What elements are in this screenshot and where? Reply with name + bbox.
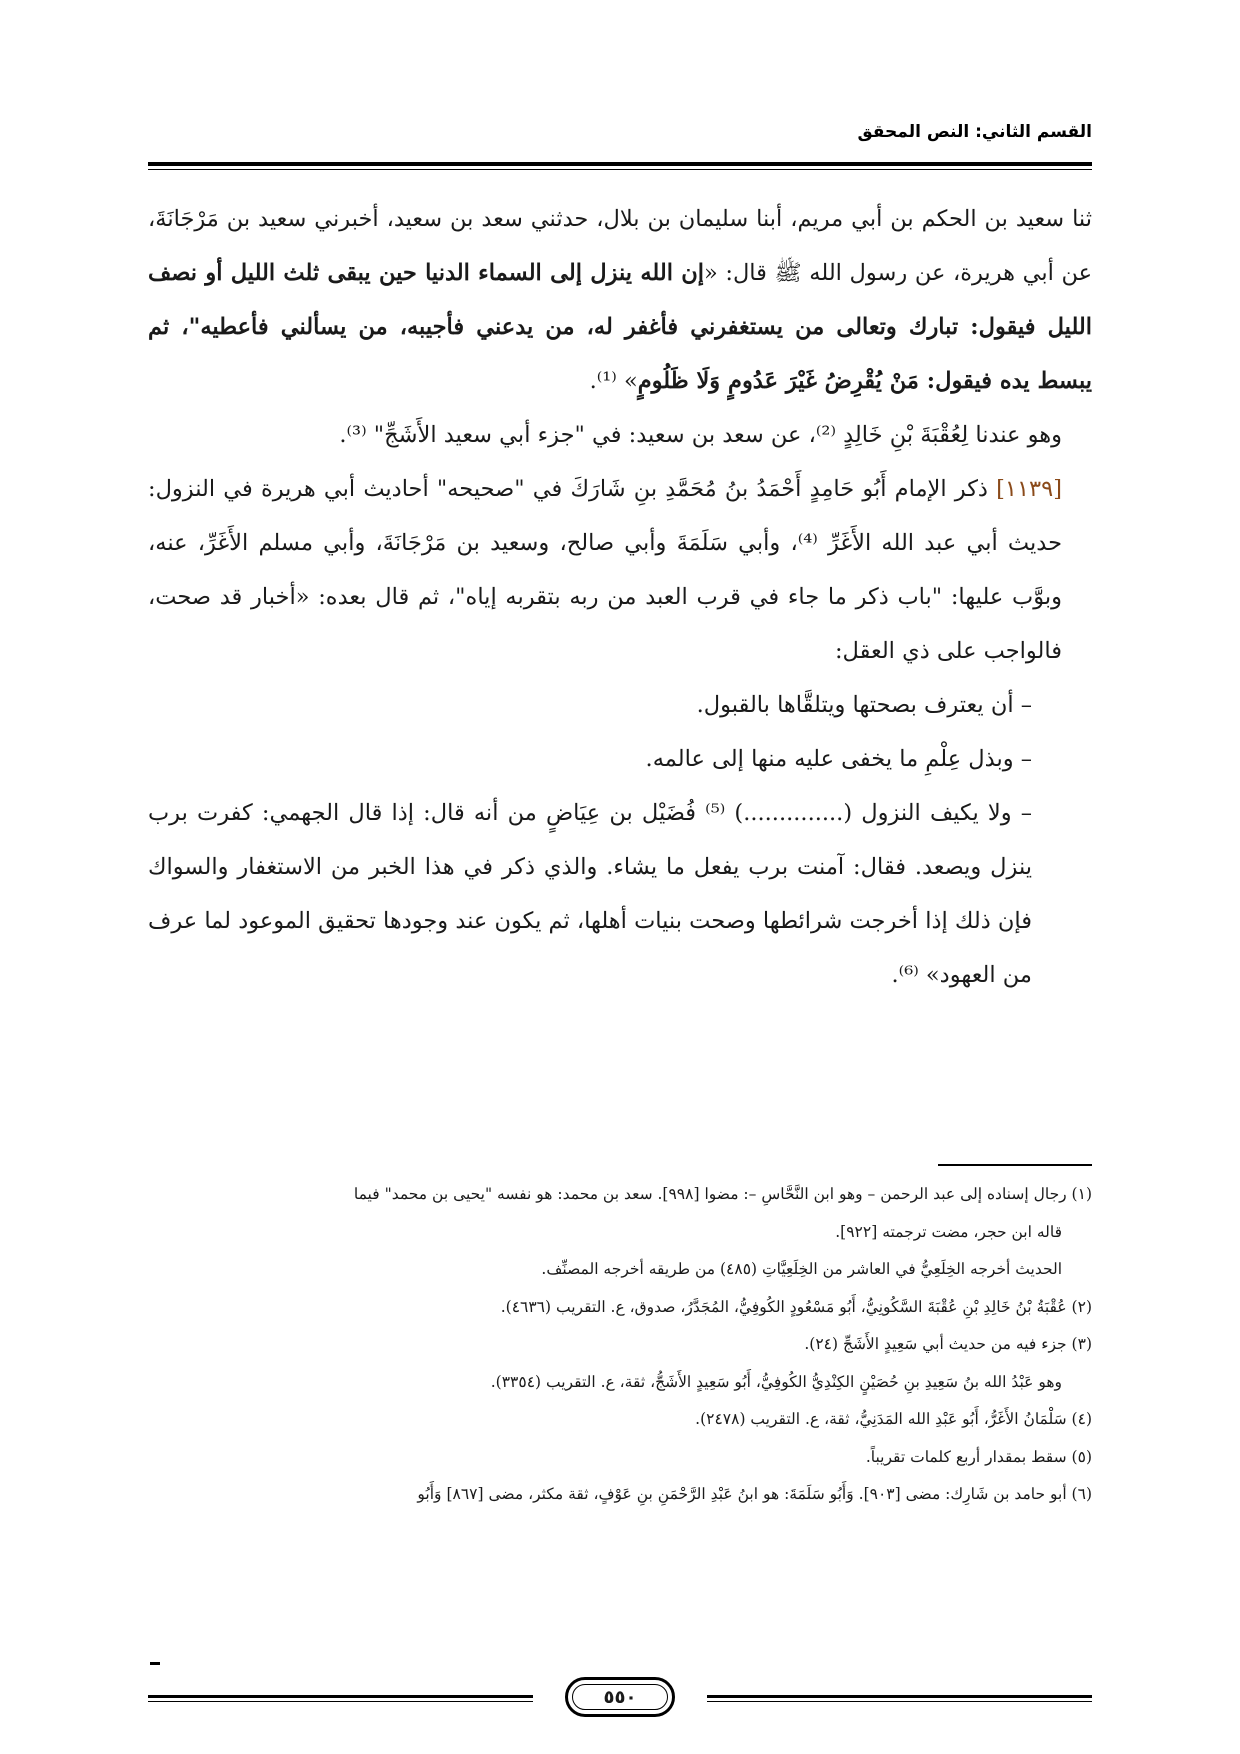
main-text <box>148 192 1092 1002</box>
footnote-separator <box>938 1164 1092 1166</box>
hadith-end: » ⁽¹⁾. <box>589 368 638 394</box>
footer-rule-left <box>148 1695 533 1698</box>
footnote-line: (٣) جزء فيه من حديث أبي سَعِيدٍ الأَشَجِّ (٢٤). <box>804 1335 1092 1353</box>
hadith-matn: إن الله ينزل إلى السماء الدنيا حين يبقى ثلث الليل أو نصف الليل فيقول: تبارك وتعالى من يستغفرني فأغفر له، من يدعني فأجيبه، من يسألني فأعطيه"، ثم يبسط يده فيقول: مَنْ يُقْرِضُ غَيْرَ عَدُومٍ وَلَا ظَلُومٍ <box>148 260 1092 394</box>
footer-rule-left-thin <box>148 1701 533 1702</box>
page-number: ٥٥٠ <box>572 1684 668 1710</box>
isnad-text: ثنا سعيد بن الحكم بن أبي مريم، أبنا سليمان بن بلال، حدثني سعد بن سعيد، أخبرني سعيد <box>258 206 1092 232</box>
footnote-line: (٤) سَلْمَانُ الأَغَرُّ، أَبُو عَبْدِ الله المَدَنِيُّ، ثقة، ع. التقريب (٢٤٧٨). <box>695 1410 1092 1428</box>
footnote-line: (١) رجال إسناده إلى عبد الرحمن – وهو ابن النَّحَّاسِ –: مضوا [٩٩٨]. سعد بن محمد: هو نفسه "يحيى بن محمد" فيما <box>353 1185 1092 1203</box>
reference-number: [١١٣٩] <box>996 476 1062 502</box>
bullet-2: – وبذل عِلْمِ ما يخفى عليه منها إلى عالمه. <box>645 746 1032 772</box>
header-rule-thin <box>148 169 1092 170</box>
bullet-3: – ولا يكيف النزول (..............) ⁽⁵⁾ فُضَيْل بن عِيَاضٍ من أنه قال: إذا قال الجهمي: كفرت برب ينزل ويصعد. فقال: آمنت برب يفعل ما يشاء. والذي ذكر في هذا الخبر من الاستغفار والسواك فإن ذلك إذا أخرجت شرائطها وصحت بنيات أهلها، ثم يكون عند وجودها تحقيق الموعود لما عرف من العهود» ⁽⁶⁾. <box>148 800 1032 988</box>
isnad-text-cont: بن مَرْجَانَةَ، عن أبي هريرة، عن رسول الله ﷺ قال: « <box>148 206 1092 286</box>
page-number-badge <box>565 1677 675 1717</box>
running-header-title: القسم الثاني: النص المحقق <box>857 122 1092 142</box>
footnote-continuation-mark <box>150 1662 160 1665</box>
footnote-line: قاله ابن حجر، مضت ترجمته [٩٢٢]. <box>835 1222 1062 1241</box>
footnote-line: وهو عَبْدُ الله بنُ سَعِيدِ بنِ حُصَيْنٍ الكِنْدِيُّ الكُوفِيُّ، أَبُو سَعِيدٍ الأَشَجُّ، ثقة، ع. التقريب (٣٣٥٤). <box>490 1372 1062 1391</box>
footnotes <box>148 1176 1092 1514</box>
footnote-line: الحديث أخرجه الخِلَعِيُّ في العاشر من الخِلَعِيَّاتِ (٤٨٥) من طريقه أخرجه المصنِّف. <box>541 1260 1062 1278</box>
footnote-line: (٥) سقط بمقدار أربع كلمات تقريباً. <box>865 1447 1092 1466</box>
footer-rule-right-thin <box>707 1701 1092 1702</box>
paragraph-1139-text: ذكر الإمام أَبُو حَامِدٍ أَحْمَدُ بنُ مُحَمَّدِ بنِ شَارَكَ في "صحيحه" أحاديث أبي هريرة في النزول: حديث أبي عبد الله الأَغَرِّ ⁽⁴⁾، وأبي سَلَمَةَ وأبي صالح، وسعيد بن مَرْجَانَةَ، وأبي مسلم الأَغَرِّ، عنه، وبوَّب عليها: "باب ذكر ما جاء في قرب العبد من ربه بتقربه إياه"، ثم قال بعده: «أخبار قد صحت، فالواجب على ذي العقل: <box>148 476 1062 664</box>
paragraph-note: وهو عندنا لِعُقْبَةَ بْنِ خَالِدٍ ⁽²⁾، عن سعد بن سعيد: في "جزء أبي سعيد الأَشَجِّ" ⁽³⁾. <box>339 422 1062 448</box>
footnote-line: (٢) عُقْبَةُ بْنُ خَالِدِ بْنِ عُقْبَةَ السَّكُونِيُّ، أَبُو مَسْعُودٍ الكُوفِيُّ، المُجَدَّرُ، صدوق، ع. التقريب (٤٦٣٦). <box>500 1297 1092 1316</box>
header-rule-thick <box>148 162 1092 166</box>
paragraph-hadith <box>148 192 1092 408</box>
bullet-1: – أن يعترف بصحتها ويتلقَّاها بالقبول. <box>696 692 1032 718</box>
paragraph-1139 <box>148 462 1092 678</box>
footnote-line: (٦) أبو حامد بن شَارِك: مضى [٩٠٣]. وَأَبُو سَلَمَةَ: هو ابنُ عَبْدِ الرَّحْمَنِ بنِ عَوْفٍ، ثقة مكثر، مضى [٨٦٧] وَأَبُو <box>417 1485 1092 1503</box>
footer-rule-right <box>707 1695 1092 1698</box>
